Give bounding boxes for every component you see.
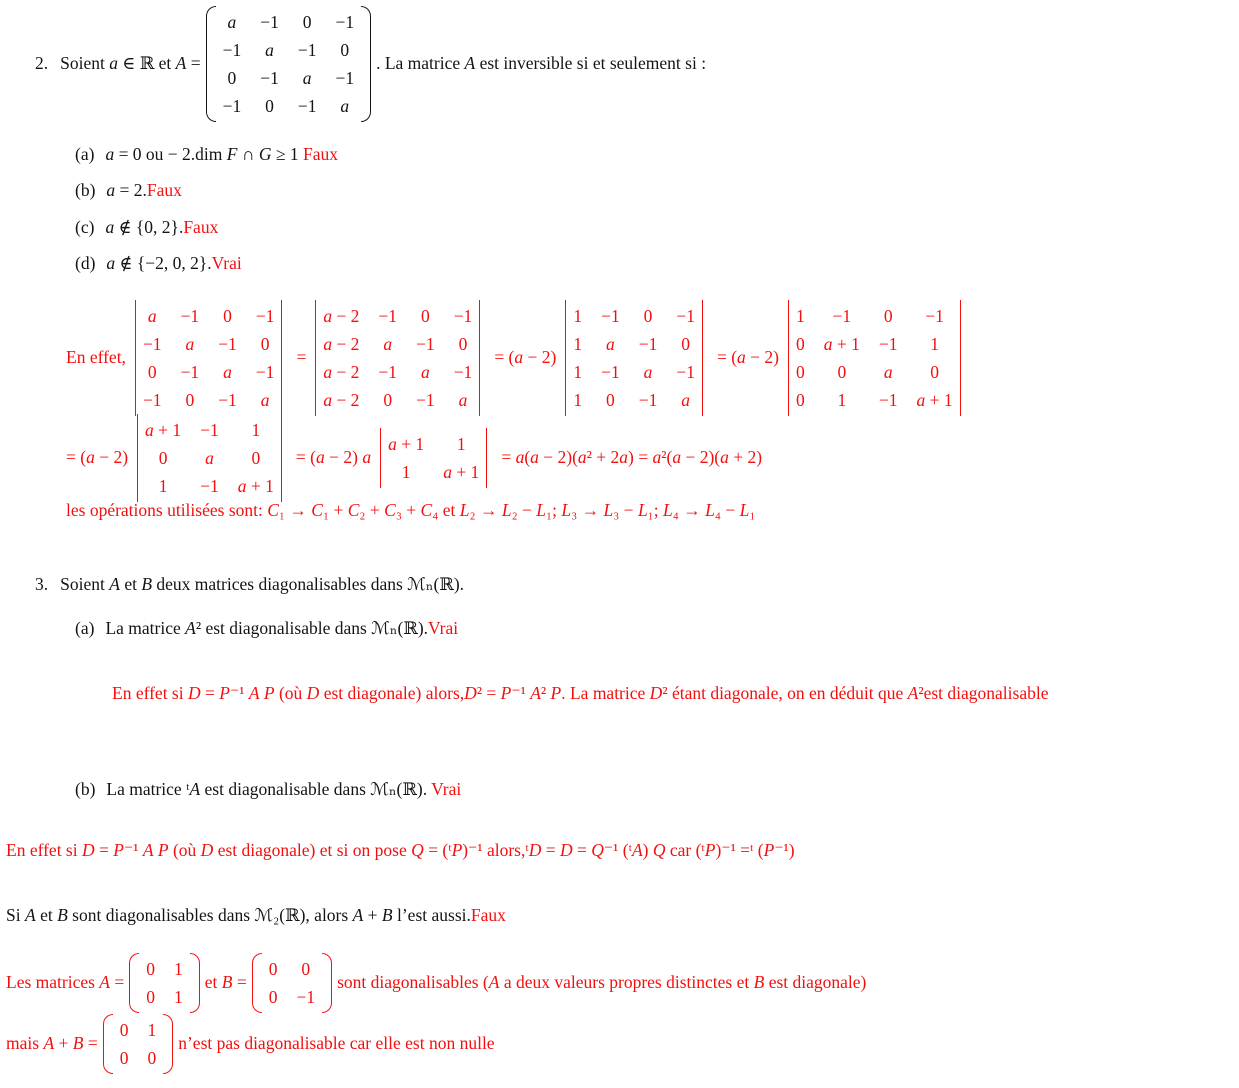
item-c-statement: a ∉ {0, 2}.Faux bbox=[105, 216, 219, 237]
counterexample-line bbox=[6, 955, 866, 1011]
item-3b-statement: La matrice ᵗA est diagonalisable dans ℳₙ(ℝ). Vrai bbox=[106, 779, 462, 799]
det-bar bbox=[702, 300, 703, 416]
right-paren bbox=[163, 1014, 173, 1074]
item-3a-explanation bbox=[112, 679, 1237, 707]
matrix-A-plus-B: 0 1 0 0 bbox=[103, 1014, 174, 1074]
operations-text: les opérations utilisées sont: C₁ → C₁ + C₂ + C₃ + C₄ et L₂ → L₂ − L₁; L₃ → L₃ − L₁; L₄ → L₄ − L₁ bbox=[66, 500, 756, 520]
question-2-outro: . La matrice A est inversible si et seulement si : bbox=[376, 53, 707, 74]
det-bar bbox=[281, 414, 282, 502]
left-paren bbox=[252, 953, 262, 1013]
question-2-intro: Soient a ∈ ℝ et A = bbox=[60, 53, 201, 74]
item-3a-label: (a) bbox=[75, 618, 95, 638]
factor-3: = (a − 2) bbox=[66, 447, 129, 468]
item-3a-statement: La matrice A² est diagonalisable dans ℳₙ(ℝ).Vrai bbox=[105, 618, 459, 638]
matrix-A-counterexample: 0 1 0 1 bbox=[129, 953, 200, 1013]
proof-lead: En effet, bbox=[66, 347, 126, 368]
determinant-4: 1 −1 0 −1 0 a + 1 −1 1 0 0 a 0 0 1 −1 a + 1 bbox=[788, 300, 961, 416]
det-bar bbox=[960, 300, 961, 416]
item-d bbox=[75, 251, 338, 276]
item-a bbox=[75, 142, 338, 167]
factor-2: = (a − 2) bbox=[716, 347, 779, 368]
det-bar bbox=[281, 300, 282, 416]
item-c bbox=[75, 215, 338, 240]
question-3-intro: Soient A et B deux matrices diagonalisables dans ℳₙ(ℝ). bbox=[60, 574, 465, 594]
det-bar bbox=[479, 300, 480, 416]
sum-post: n’est pas diagonalisable car elle est non nulle bbox=[178, 1033, 495, 1054]
item-b bbox=[75, 178, 338, 203]
determinant-computation-line-2 bbox=[66, 414, 762, 502]
counterexample-pre: Les matrices A = bbox=[6, 972, 125, 993]
factor-1: = (a − 2) bbox=[494, 347, 557, 368]
right-paren bbox=[190, 953, 200, 1013]
item-a-label: (a) bbox=[75, 144, 95, 164]
det-bar bbox=[486, 428, 487, 488]
sum-claim-text: Si A et B sont diagonalisables dans ℳ₂(ℝ), alors A + B l’est aussi.Faux bbox=[6, 905, 506, 925]
left-paren bbox=[103, 1014, 113, 1074]
right-paren bbox=[322, 953, 332, 1013]
question-3-head bbox=[35, 572, 464, 597]
item-3b-explanation-text: En effet si D = P⁻¹ A P (où D est diagonale) et si on pose Q = (ᵗP)⁻¹ alors,ᵗD = D = Q⁻¹ (ᵗA) Q car (ᵗP)⁻¹ =ᵗ (P⁻¹) bbox=[6, 840, 795, 860]
counterexample-mid: et B = bbox=[204, 972, 247, 993]
item-3b-explanation bbox=[6, 838, 795, 863]
item-3a bbox=[75, 616, 458, 641]
determinant-5: a + 1 −1 1 0 a 0 1 −1 a + 1 bbox=[137, 414, 282, 502]
left-paren bbox=[206, 6, 216, 122]
item-3a-explanation-text: En effet si D = P⁻¹ A P (où D est diagonale) alors,D² = P⁻¹ A² P. La matrice D² étant diagonale, on en déduit que A²est diagonalisable bbox=[112, 683, 1049, 703]
determinant-2: a − 2 −1 0 −1 a − 2 a −1 0 a − 2 −1 a −1 a − 2 0 −1 a bbox=[315, 300, 480, 416]
item-3b-label: (b) bbox=[75, 779, 96, 799]
question-3-number: 3. bbox=[35, 574, 49, 594]
counterexample-post: sont diagonalisables (A a deux valeurs propres distinctes et B est diagonale) bbox=[337, 972, 867, 993]
item-c-label: (c) bbox=[75, 216, 95, 237]
equals-1: = bbox=[296, 347, 307, 368]
matrix-B-counterexample: 0 0 0 −1 bbox=[252, 953, 332, 1013]
item-b-label: (b) bbox=[75, 180, 96, 201]
question-2-items bbox=[75, 142, 338, 277]
sum-pre: mais A + B = bbox=[6, 1033, 98, 1054]
sum-matrix-line bbox=[6, 1016, 495, 1072]
item-b-statement: a = 2.Faux bbox=[106, 180, 182, 201]
item-a-statement: a = 0 ou − 2.dim F ∩ G ≥ 1 Faux bbox=[105, 144, 338, 164]
determinant-3: 1 −1 0 −1 1 a −1 0 1 −1 a −1 1 0 −1 a bbox=[565, 300, 703, 416]
matrix-A: a −1 0 −1 −1 a −1 0 0 −1 a −1 −1 0 −1 a bbox=[206, 6, 372, 122]
determinant-1: a −1 0 −1 −1 a −1 0 0 −1 a −1 −1 0 −1 a bbox=[135, 300, 283, 416]
sum-diagonalizable-claim bbox=[6, 903, 506, 928]
factor-4: = (a − 2) a bbox=[295, 447, 372, 468]
right-paren bbox=[361, 6, 371, 122]
item-d-statement: a ∉ {−2, 0, 2}.Vrai bbox=[106, 253, 242, 274]
determinant-computation-line-1 bbox=[66, 298, 966, 418]
final-result: = a(a − 2)(a² + 2a) = a²(a − 2)(a + 2) bbox=[501, 447, 763, 468]
question-2-number: 2. bbox=[35, 53, 49, 74]
item-3b bbox=[75, 777, 461, 802]
operations-note bbox=[66, 498, 755, 523]
left-paren bbox=[129, 953, 139, 1013]
item-d-label: (d) bbox=[75, 253, 96, 274]
determinant-6: a + 1 1 1 a + 1 bbox=[380, 428, 487, 488]
question-2-head bbox=[35, 6, 706, 122]
